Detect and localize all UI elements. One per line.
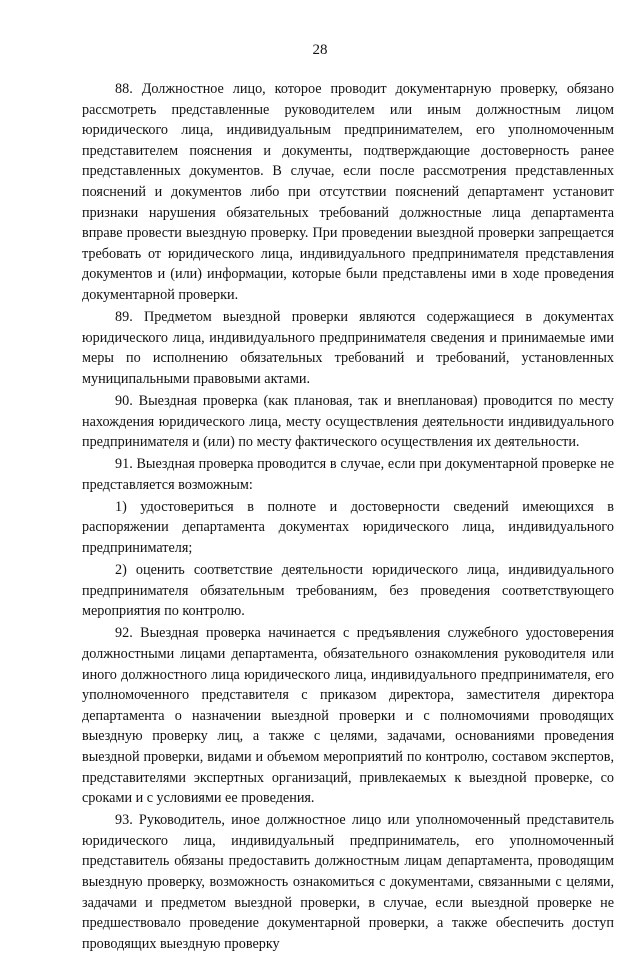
document-body	[82, 79, 614, 956]
paragraph-91-item-2: 2) оценить соответствие деятельности юридического лица, индивидуального предпринимателя обязательным требованиям, без проведения соответствующего мероприятия по контролю.	[82, 562, 614, 620]
paragraph-92: 92. Выездная проверка начинается с предъявления служебного удостоверения должностными лицами департамента, обязательного ознакомления руководителя или иного должностного лица юридического лица, индивидуального предпринимателя, его уполномоченного представителя с приказом директора, заместителя директора департамента о назначении выездной проверки и с полномочиями проводящих выездную проверку лиц, а также с целями, задачами, основаниями проведения выездной проверки, видами и объемом мероприятий по контролю, составом экспертов, представителями экспертных организаций, привлекаемых к выездной проверке, со сроками и с условиями ее проведения.	[82, 625, 614, 807]
paragraph-91-item-1: 1) удостовериться в полноте и достоверности сведений имеющихся в распоряжении департамента документах юридического лица, индивидуального предпринимателя;	[82, 498, 614, 557]
paragraph-91: 91. Выездная проверка проводится в случае, если при документарной проверке не представляется возможным:	[82, 456, 614, 493]
paragraph-88: 88. Должностное лицо, которое проводит документарную проверку, обязано рассмотреть представленные руководителем или иным должностным лицом юридического лица, индивидуальным предпринимателем, его уполномоченным представителем пояснения и документы, подтверждающие достоверность ранее представленных документов. В случае, если после рассмотрения представленных пояснений и документов либо при отсутствии пояснений департамент установит признаки нарушения обязательных требований должностные лица департамента вправе провести выездную проверку. При проведении выездной проверки запрещается требовать от юридического лица, индивидуального предпринимателя представления документов и (или) информации, которые были представлены ими в ходе проведения документарной проверки.	[82, 81, 614, 303]
paragraph-93: 93. Руководитель, иное должностное лицо или уполномоченный представитель юридического лица, индивидуальный предприниматель, его уполномоченный представитель обязаны предоставить должностным лицам департамента, проводящим выездную проверку, возможность ознакомиться с документами, связанными с целями, задачами и предметом выездной проверки, в случае, если выездной проверке не предшествовало проведение документарной проверки, а также обеспечить доступ проводящих выездную проверку	[82, 812, 614, 952]
page-number: 28	[312, 42, 328, 58]
paragraph-89: 89. Предметом выездной проверки являются содержащиеся в документах юридического лица, индивидуального предпринимателя сведения и принимаемые ими меры по исполнению обязательных требований и требований, установленных муниципальными правовыми актами.	[82, 309, 614, 387]
paragraph-90: 90. Выездная проверка (как плановая, так и внеплановая) проводится по месту нахождения юридического лица, месту осуществления деятельности индивидуального предпринимателя и (или) по месту фактического осуществления их деятельности.	[82, 392, 614, 451]
